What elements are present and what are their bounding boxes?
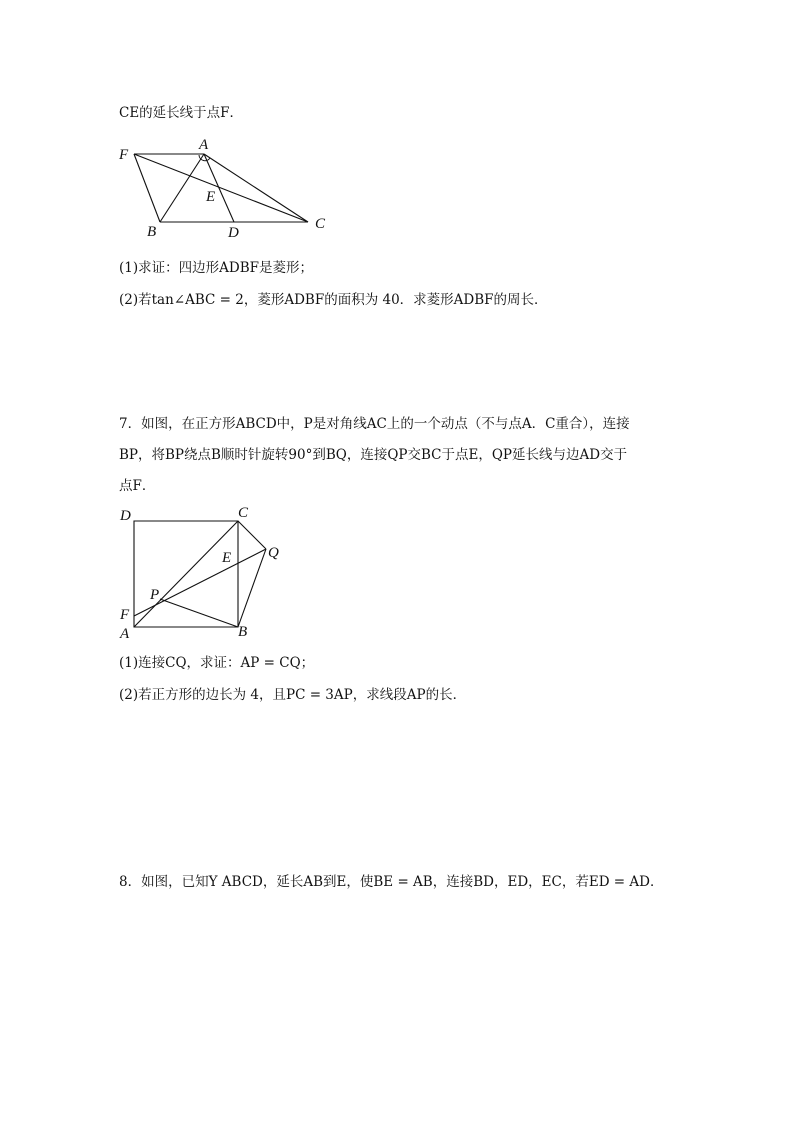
label-B: B xyxy=(238,624,248,640)
label-C: C xyxy=(315,216,326,232)
q7-part2: (2)若正方形的边长为 4，且PC = 3AP，求线段AP的长． xyxy=(119,687,467,703)
label-A: A xyxy=(199,137,209,153)
label-Q: Q xyxy=(268,545,279,561)
q7-line1: 7．如图，在正方形ABCD中，P是对角线AC上的一个动点（不与点A．C重合），连接 xyxy=(119,416,630,432)
label-F: F xyxy=(120,607,130,623)
segment-FB xyxy=(134,154,160,222)
q6-part1: (1)求证：四边形ADBF是菱形； xyxy=(119,260,313,276)
label-P: P xyxy=(150,587,160,603)
label-D: D xyxy=(228,225,239,241)
q7-line2: BP，将BP绕点B顺时针旋转90°到BQ，连接QP交BC于点E，QP延长线与边AD交于 xyxy=(119,447,628,463)
label-B: B xyxy=(147,224,157,240)
q6-part2: (2)若tan∠ABC = 2，菱形ADBF的面积为 40．求菱形ADBF的周长． xyxy=(119,292,548,308)
diagonal-AC xyxy=(134,521,238,627)
q7-line3: 点F． xyxy=(119,478,156,494)
q7-part1: (1)连接CQ，求证：AP = CQ； xyxy=(119,655,315,671)
label-D: D xyxy=(120,508,131,524)
q8-line1: 8．如图，已知Y ABCD，延长AB到E，使BE = AB，连接BD，ED，EC，若ED = AD． xyxy=(119,874,664,890)
segment-AB xyxy=(160,154,204,222)
q6-figure xyxy=(110,134,340,244)
label-E: E xyxy=(222,550,232,566)
label-A: A xyxy=(120,626,130,642)
label-C: C xyxy=(238,505,249,521)
segment-CQ xyxy=(238,521,266,549)
label-F: F xyxy=(119,147,129,163)
segment-PB xyxy=(160,599,238,627)
segment-FC xyxy=(134,154,308,222)
q7-figure xyxy=(110,503,300,643)
q6-intro-tail: CE的延长线于点F． xyxy=(119,105,244,121)
label-E: E xyxy=(206,189,216,205)
